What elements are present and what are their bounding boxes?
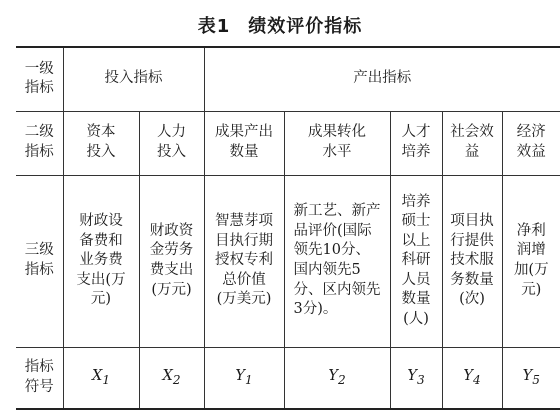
level1-row [16,47,560,111]
symbol-cell: $X_2$ [139,347,204,409]
level2-cell: 人力 投入 [139,111,204,175]
symbol-cell: $Y_5$ [502,347,560,409]
level2-cell: 成果转化 水平 [284,111,390,175]
level3-cell: 培养 硕士 以上 科研 人员 数量 (人) [390,175,442,347]
symbol-cell: $X_1$ [63,347,139,409]
table-caption [0,12,560,38]
symbol-cell: $Y_2$ [284,347,390,409]
symbol-cell: $Y_3$ [390,347,442,409]
output-indicators-cell: 产出指标 [204,47,560,111]
symbol-cell: $Y_1$ [204,347,284,409]
level1-label-cell: 一级 指标 [16,47,63,111]
level3-cell: 财政设 备费和 业务费 支出(万 元) [63,175,139,347]
level3-cell: 新工艺、新产 品评价(国际 领先10分、 国内领先5 分、区内领先 3分)。 [284,175,390,347]
level3-row [16,175,560,347]
level3-cell: 智慧芽项 目执行期 授权专利 总价值 (万美元) [204,175,284,347]
level2-cell: 经济 效益 [502,111,560,175]
level2-cell: 资本 投入 [63,111,139,175]
symbol-label-cell: 指标 符号 [16,347,63,409]
level3-cell: 项目执 行提供 技术服 务数量 (次) [442,175,502,347]
level2-cell: 成果产出 数量 [204,111,284,175]
level2-row [16,111,560,175]
level2-cell: 社会效 益 [442,111,502,175]
table-title: 绩效评价指标 [248,16,363,37]
level2-label-cell: 二级 指标 [16,111,63,175]
performance-indicator-table [16,46,560,410]
table-number: 表1 [197,16,231,37]
symbol-cell: $Y_4$ [442,347,502,409]
level2-cell: 人才 培养 [390,111,442,175]
level3-cell: 财政资 金劳务 费支出 (万元) [139,175,204,347]
level3-label-cell: 三级 指标 [16,175,63,347]
level3-cell: 净利 润增 加(万 元) [502,175,560,347]
symbol-row [16,347,560,409]
input-indicators-cell: 投入指标 [63,47,204,111]
